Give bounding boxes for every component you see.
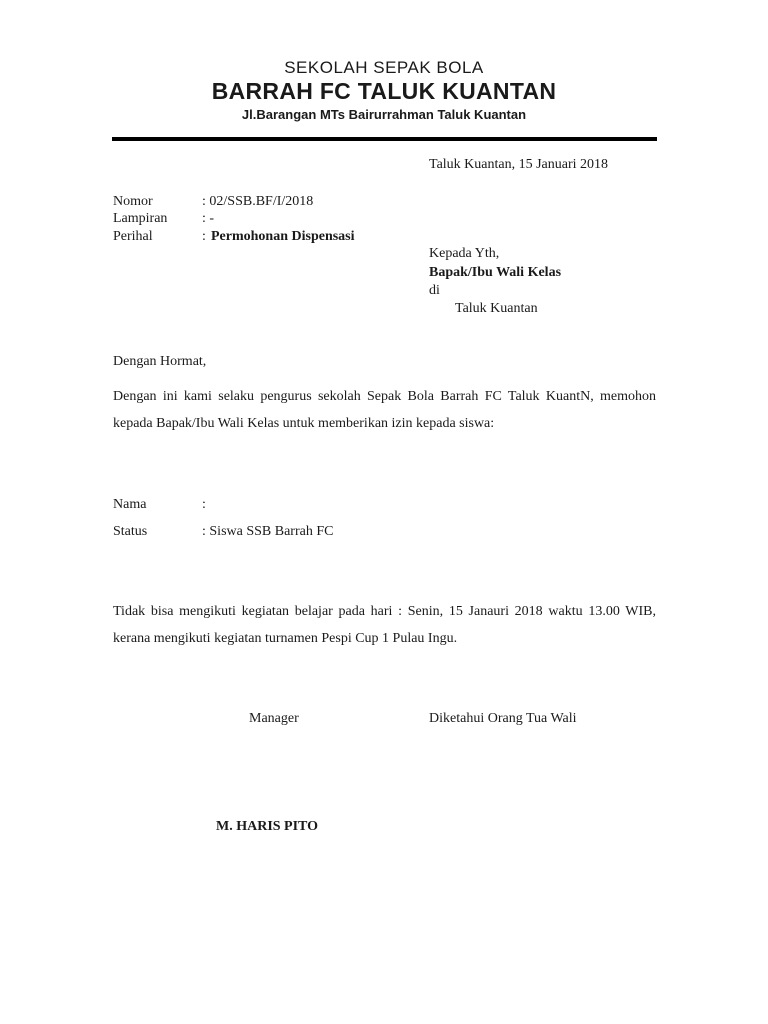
perihal-value: Permohonan Dispensasi bbox=[211, 229, 355, 244]
intro-paragraph: Dengan ini kami selaku pengurus sekolah Sepak Bola Barrah FC Taluk KuantN, memohon kepada Bapak/Ibu Wali Kelas untuk memberikan izin kepada siswa: bbox=[113, 389, 656, 431]
status-value: : Siswa SSB Barrah FC bbox=[202, 524, 334, 539]
greeting: Dengan Hormat, bbox=[113, 354, 207, 369]
letterhead-divider bbox=[112, 137, 657, 141]
nomor-label: Nomor bbox=[113, 194, 153, 209]
manager-name: M. HARIS PITO bbox=[216, 819, 319, 834]
letterhead-address: Jl.Barangan MTs Bairurrahman Taluk Kuantan bbox=[241, 107, 527, 122]
status-label: Status bbox=[113, 524, 148, 539]
date-line: Taluk Kuantan, 15 Januari 2018 bbox=[429, 157, 609, 172]
nama-label: Nama bbox=[113, 497, 147, 512]
perihal-colon: : bbox=[202, 229, 206, 244]
recipient-place: Taluk Kuantan bbox=[455, 301, 538, 316]
nomor-value: : 02/SSB.BF/I/2018 bbox=[202, 194, 314, 209]
recipient-di: di bbox=[429, 283, 440, 298]
recipient-name: Bapak/Ibu Wali Kelas bbox=[429, 265, 562, 280]
manager-title: Manager bbox=[249, 711, 299, 726]
nama-value: : bbox=[202, 497, 206, 512]
recipient-greeting: Kepada Yth, bbox=[429, 246, 500, 261]
reason-paragraph: Tidak bisa mengikuti kegiatan belajar pada hari : Senin, 15 Janauri 2018 waktu 13.00 WIB, kerana mengikuti kegiatan turnamen Pespi Cup 1 Pulau Ingu. bbox=[113, 604, 656, 646]
lampiran-label: Lampiran bbox=[113, 211, 168, 226]
guardian-title: Diketahui Orang Tua Wali bbox=[429, 711, 577, 726]
lampiran-value: : - bbox=[202, 211, 215, 226]
letterhead-school-name: BARRAH FC TALUK KUANTAN bbox=[211, 78, 557, 104]
letterhead-school-type: SEKOLAH SEPAK BOLA bbox=[284, 58, 484, 77]
perihal-label: Perihal bbox=[113, 229, 153, 244]
